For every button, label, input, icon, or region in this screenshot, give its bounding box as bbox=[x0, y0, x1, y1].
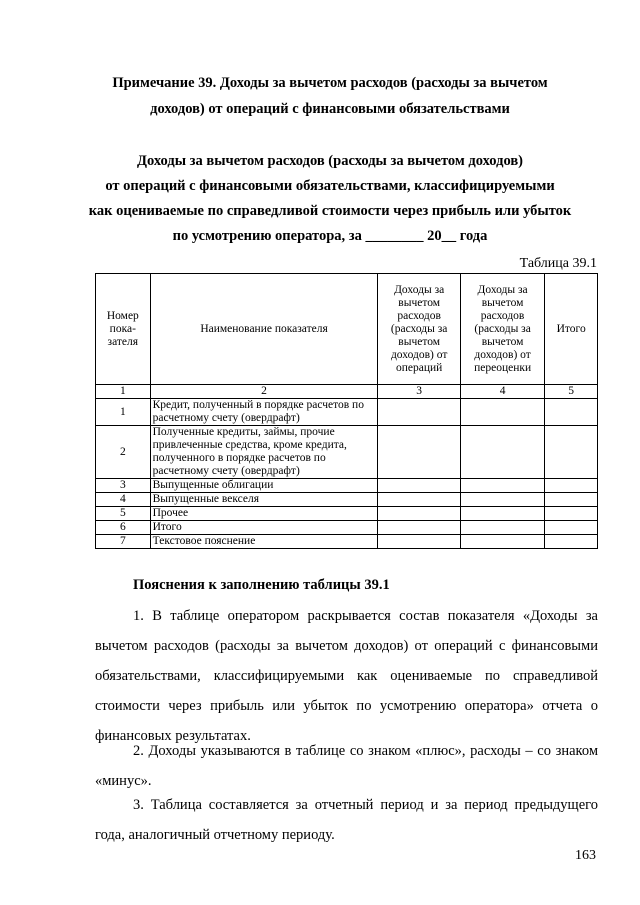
column-number-row bbox=[96, 385, 598, 399]
header-revaluation: Доходы за вычетом расходов (расходы за вычетом доходов) от переоценки bbox=[460, 274, 545, 385]
cell-operations bbox=[378, 535, 460, 549]
row-name: Выпущенные облигации bbox=[150, 479, 378, 493]
row-number: 3 bbox=[96, 479, 151, 493]
cell-revaluation bbox=[460, 535, 545, 549]
cell-total bbox=[545, 493, 598, 507]
cell-total bbox=[545, 399, 598, 426]
paragraph: 1. В таблице оператором раскрывается состав показателя «Доходы за вычетом расходов (расходы за вычетом доходов) от операций с финансовыми обязательствами, классифицируемыми как оцениваемые по справедливой стоимости через прибыль или убыток по усмотрению оператора» отчета о финансовых результатах. bbox=[95, 608, 598, 744]
document-title-line: Доходы за вычетом расходов (расходы за вычетом доходов) bbox=[136, 153, 524, 169]
table-row bbox=[96, 521, 598, 535]
cell-total bbox=[545, 479, 598, 493]
document-title-line: как оцениваемые по справедливой стоимости через прибыль или убыток bbox=[88, 203, 572, 219]
cell-revaluation bbox=[460, 479, 545, 493]
note-title-line: Примечание 39. Доходы за вычетом расходов (расходы за вычетом bbox=[112, 75, 548, 91]
paragraph: 3. Таблица составляется за отчетный период и за период предыдущего года, аналогичный отчетному периоду. bbox=[95, 797, 598, 843]
column-number: 4 bbox=[460, 385, 545, 399]
header-total: Итого bbox=[545, 274, 598, 385]
cell-revaluation bbox=[460, 426, 545, 479]
cell-operations bbox=[378, 521, 460, 535]
note-title-line: доходов) от операций с финансовыми обязательствами bbox=[150, 101, 510, 117]
cell-operations bbox=[378, 426, 460, 479]
document-title bbox=[60, 149, 600, 249]
report-table bbox=[95, 273, 598, 549]
explanations-title: Пояснения к заполнению таблицы 39.1 bbox=[133, 577, 390, 593]
row-number: 7 bbox=[96, 535, 151, 549]
cell-operations bbox=[378, 493, 460, 507]
table-row bbox=[96, 479, 598, 493]
cell-revaluation bbox=[460, 493, 545, 507]
row-name: Прочее bbox=[150, 507, 378, 521]
document-title-line: по усмотрению оператора, за ________ 20__ года bbox=[172, 228, 488, 244]
row-number: 6 bbox=[96, 521, 151, 535]
cell-revaluation bbox=[460, 507, 545, 521]
cell-total bbox=[545, 535, 598, 549]
cell-revaluation bbox=[460, 399, 545, 426]
table-header-row bbox=[96, 274, 598, 385]
row-number: 5 bbox=[96, 507, 151, 521]
page-number: 163 bbox=[575, 848, 596, 863]
row-name: Выпущенные векселя bbox=[150, 493, 378, 507]
header-number: Номер пока-зателя bbox=[96, 274, 151, 385]
paragraph: 2. Доходы указываются в таблице со знаком «плюс», расходы – со знаком «минус». bbox=[95, 743, 598, 789]
header-operations: Доходы за вычетом расходов (расходы за вычетом доходов) от операций bbox=[378, 274, 460, 385]
cell-total bbox=[545, 507, 598, 521]
cell-operations bbox=[378, 479, 460, 493]
document-title-line: от операций с финансовыми обязательствами, классифицируемыми bbox=[105, 178, 555, 194]
row-name: Текстовое пояснение bbox=[150, 535, 378, 549]
row-number: 2 bbox=[96, 426, 151, 479]
column-number: 5 bbox=[545, 385, 598, 399]
cell-revaluation bbox=[460, 521, 545, 535]
column-number: 3 bbox=[378, 385, 460, 399]
cell-total bbox=[545, 521, 598, 535]
column-number: 1 bbox=[96, 385, 151, 399]
cell-operations bbox=[378, 507, 460, 521]
row-name: Итого bbox=[150, 521, 378, 535]
table-row bbox=[96, 507, 598, 521]
table-row bbox=[96, 399, 598, 426]
row-number: 1 bbox=[96, 399, 151, 426]
table-row bbox=[96, 426, 598, 479]
cell-operations bbox=[378, 399, 460, 426]
column-number: 2 bbox=[150, 385, 378, 399]
table-row bbox=[96, 493, 598, 507]
row-number: 4 bbox=[96, 493, 151, 507]
table-row bbox=[96, 535, 598, 549]
row-name: Кредит, полученный в порядке расчетов по расчетному счету (овердрафт) bbox=[150, 399, 378, 426]
row-name: Полученные кредиты, займы, прочие привлеченные средства, кроме кредита, полученного в порядке расчетов по расчетному счету (овердрафт) bbox=[150, 426, 378, 479]
header-name: Наименование показателя bbox=[150, 274, 378, 385]
table-caption: Таблица 39.1 bbox=[519, 256, 597, 271]
cell-total bbox=[545, 426, 598, 479]
note-title bbox=[60, 70, 600, 122]
